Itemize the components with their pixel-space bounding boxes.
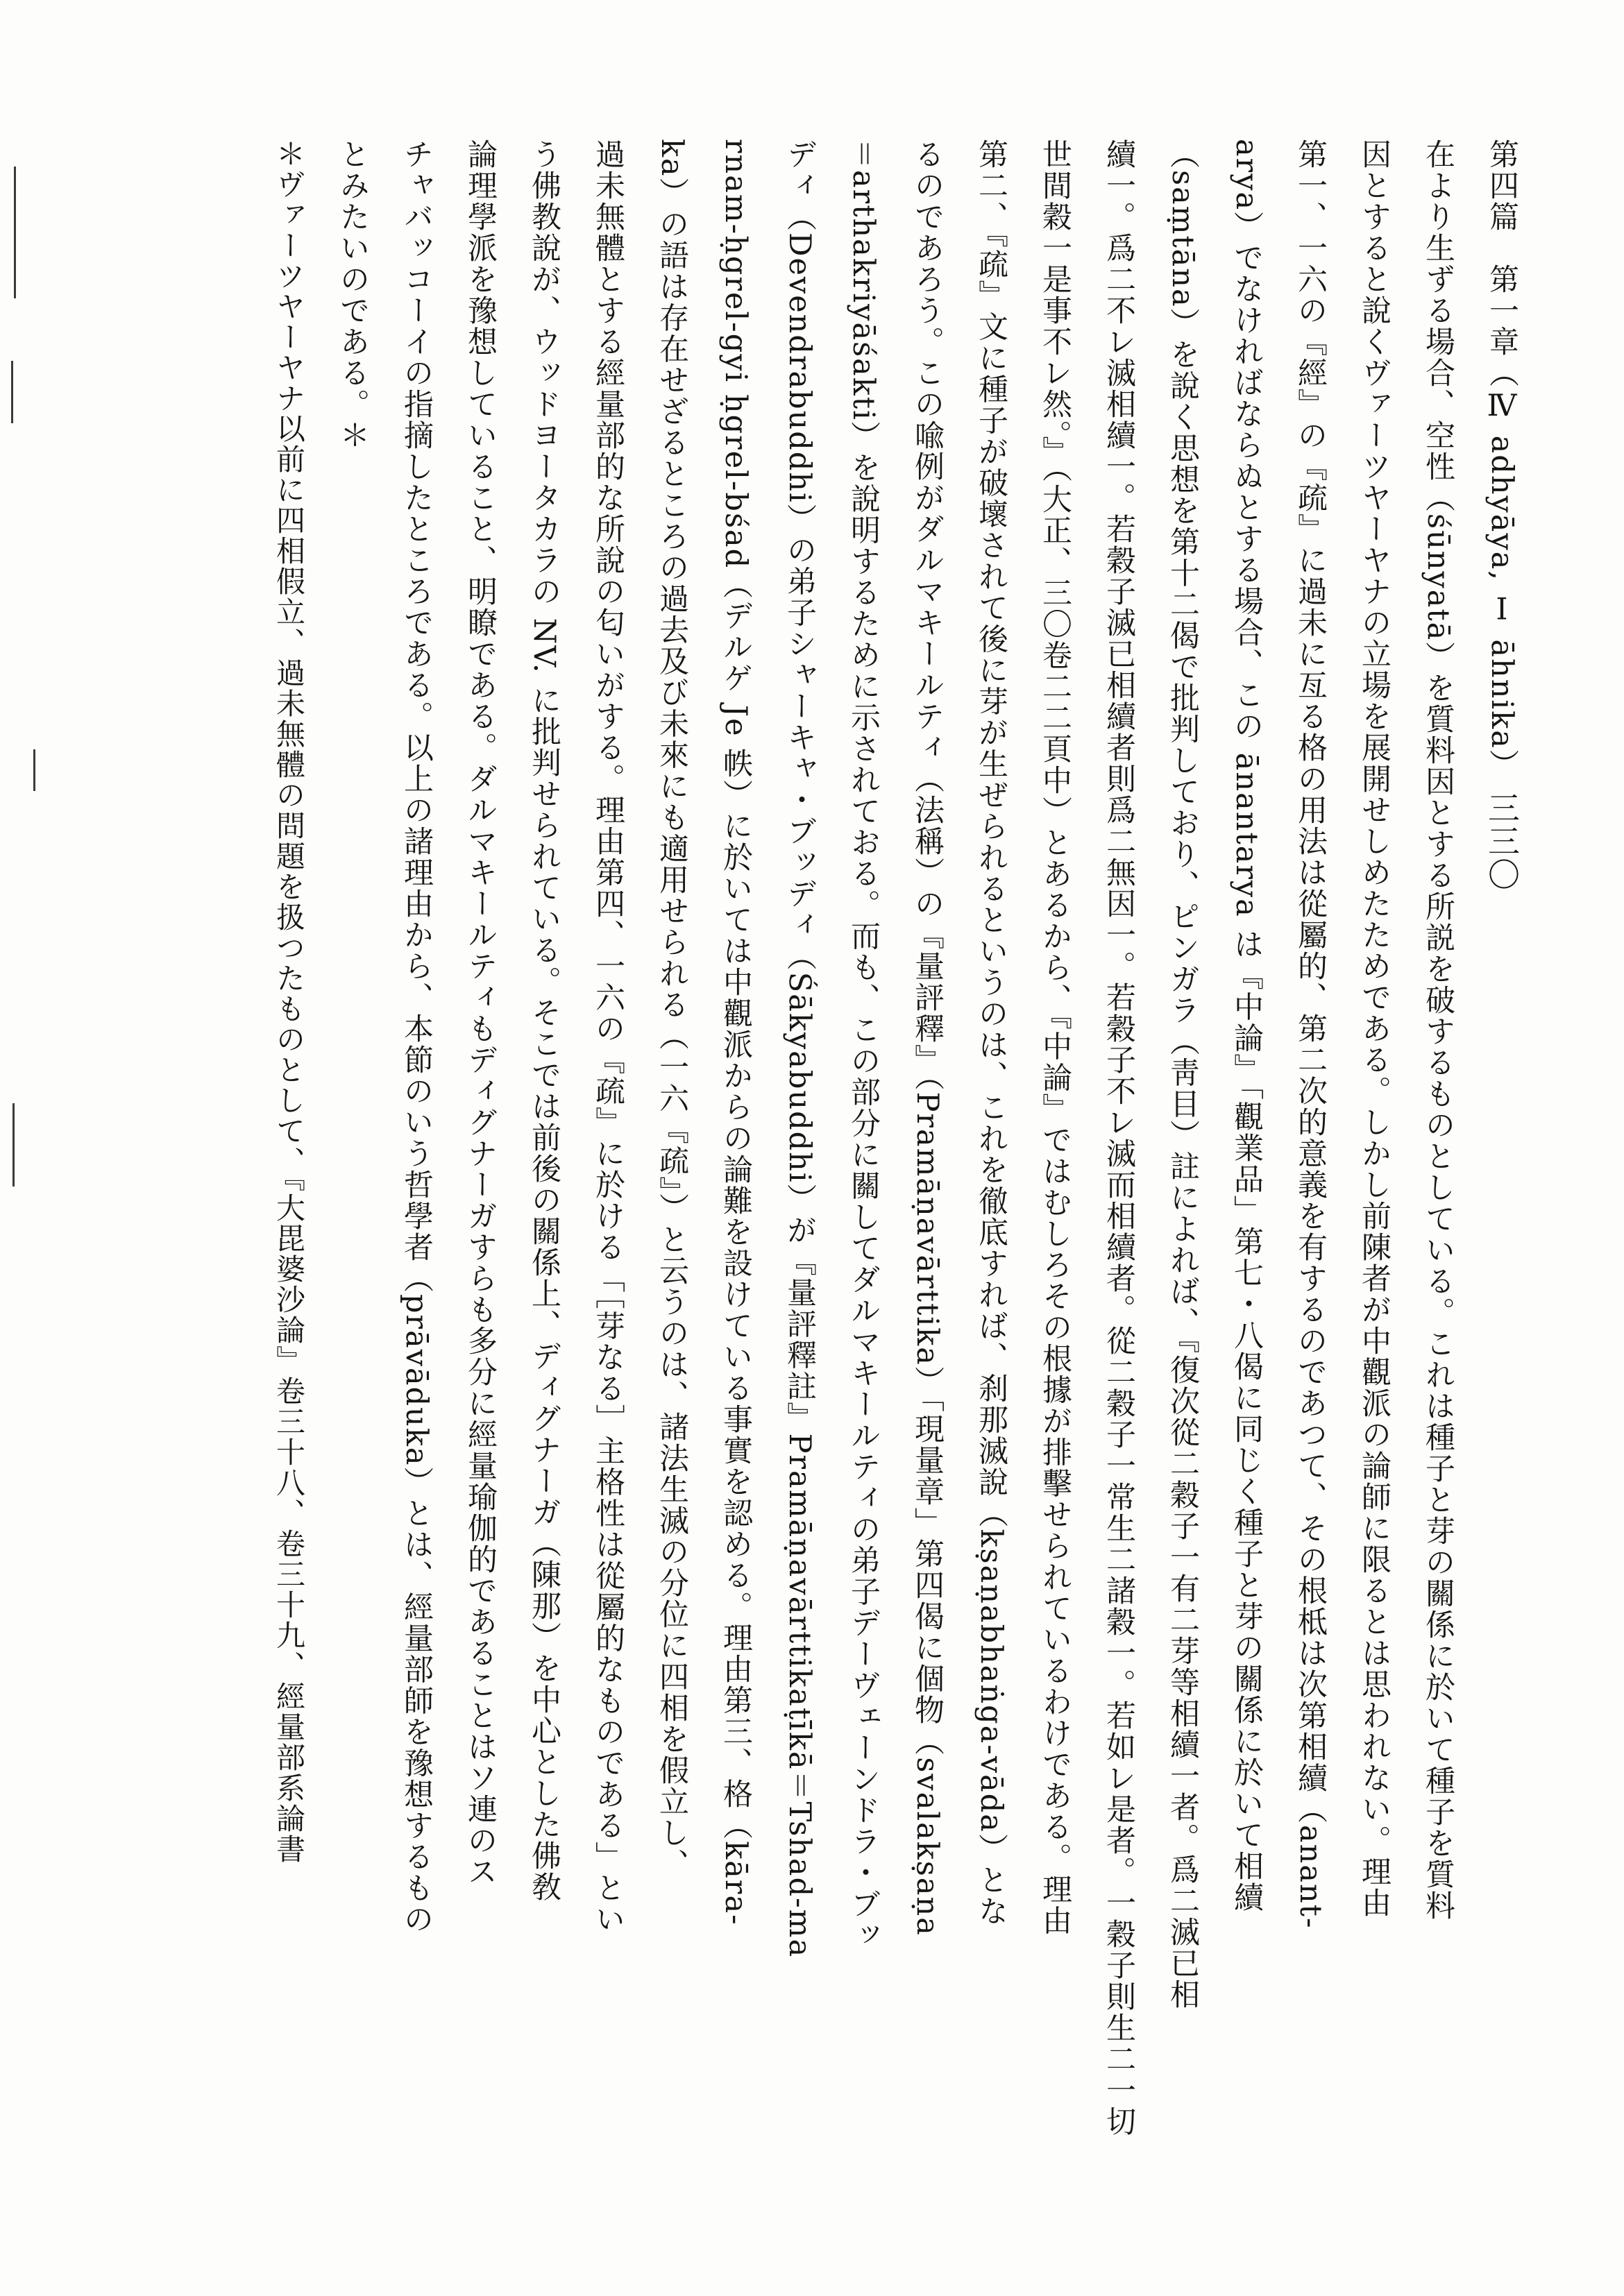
text-line: 論理學派を豫想していること、明瞭である。ダルマキールティもディグナーガすらも多分に經量瑜伽的であることはソ連のス	[463, 139, 498, 1887]
scan-edge-mark	[12, 1103, 15, 1187]
text-line: チャバッコーイの指摘したところである。以上の諸理由から、本節のいう哲學者（prāvāduka）とは、經量部師を豫想するもの	[399, 139, 434, 1935]
text-line: るのであろう。この喩例がダルマキールティ（法稱）の『量評釋』（Pramāṇavārttika）「現量章」第四偈に個物（svalakṣaṇa	[910, 139, 945, 1937]
text-line: ka）の語は存在せざるところの過去及び未來にも適用せられる（一六『疏』）と云うのは、諸法生滅の分位に四相を假立し、	[654, 139, 689, 1880]
text-line: とみたいのである。＊	[335, 139, 370, 451]
scan-edge-mark	[33, 749, 35, 791]
text-line: 在より生ずる場合、空性（śūnyatā）を質料因とする所説を破するものとしている。これは種子と芽の關係に於いて種子を質料	[1421, 139, 1455, 1922]
text-line: ＝arthakriyāśakti）を說明するために示されておる。而も、この部分に關してダルマキールティの弟子デーヴェーンドラ・ブッ	[846, 139, 881, 1951]
text-line: 世間穀一是事不レ然。』（大正、三〇卷二二頁中）とあるから、『中論』ではむしろその根據が排擊せられているわけである。理由	[1038, 139, 1072, 1937]
footnote: ＊ヴァーツヤーヤナ以前に四相假立、過未無體の問題を扱つたものとして、『大毘婆沙論』卷三十八、卷三十九、經量部系論書	[272, 139, 306, 1864]
text-line: 第一、一六の『經』の『疏』に過未に亙る格の用法は從屬的、第二次的意義を有するのであつて、その根柢は次第相續（anant-	[1293, 139, 1328, 1930]
text-line: arya）でなければならぬとする場合、この ānantarya は『中論』「觀業品」第七・八偈に同じく種子と芽の關係に於いて相續	[1229, 139, 1264, 1914]
chapter-header: 第四篇 第一章（Ⅳ adhyāya, Ⅰ āhnika）	[1485, 139, 1519, 781]
scan-edge-mark	[11, 361, 13, 423]
text-line: 續一。爲二不レ滅相續一。若穀子滅已相續者則爲二無因一。若穀子不レ滅而相續者。從二穀子一常生二諸穀一。若如レ是者。一穀子則生二一切	[1101, 139, 1136, 2137]
text-line: （saṃtāna）を說く思想を第十二偈で批判しており、ピンガラ（靑目）註によれば、『復次從二穀子一有二芽等相續一者。爲二滅已相	[1165, 139, 1200, 2011]
page-number: 三三〇	[1483, 791, 1521, 892]
running-header	[1470, 139, 1534, 2186]
text-line: う佛教說が、ウッドヨータカラの NV. に批判せられている。そこでは前後の關係上、ディグナーガ（陳那）を中心とした佛敎	[527, 139, 561, 1903]
vertical-text-block	[146, 139, 1534, 2186]
text-line: 過未無體とする經量部的な所說の匂いがする。理由第四、一六の『疏』に於ける「［芽なる］主格性は從屬的なものである」とい	[591, 139, 625, 1935]
text-line: rnam-ḥgrel-gyi ḥgrel-bśad（デルゲ Je 帙）に於いては中觀派からの論難を設けている事實を認める。理由第三、格（kāra-	[718, 139, 753, 1926]
scan-edge-mark	[14, 167, 16, 298]
text-line: 第二、『疏』文に種子が破壞されて後に芽が生ぜられるというのは、これを徹底すれば、刹那滅說（kṣaṇabhaṅga-vāda）とな	[974, 139, 1008, 1927]
text-line: 因とすると說くヴァーツヤーヤナの立場を展開せしめたためである。しかし前陳者が中觀派の論師に限るとは思われない。理由	[1357, 139, 1392, 1919]
text-line: ディ（Devendrabuddhi）の弟子シャーキャ・ブッディ（Śākyabuddhi）が『量評釋註』Pramāṇavārttikaṭīkā＝Tshad-ma	[782, 139, 817, 1959]
